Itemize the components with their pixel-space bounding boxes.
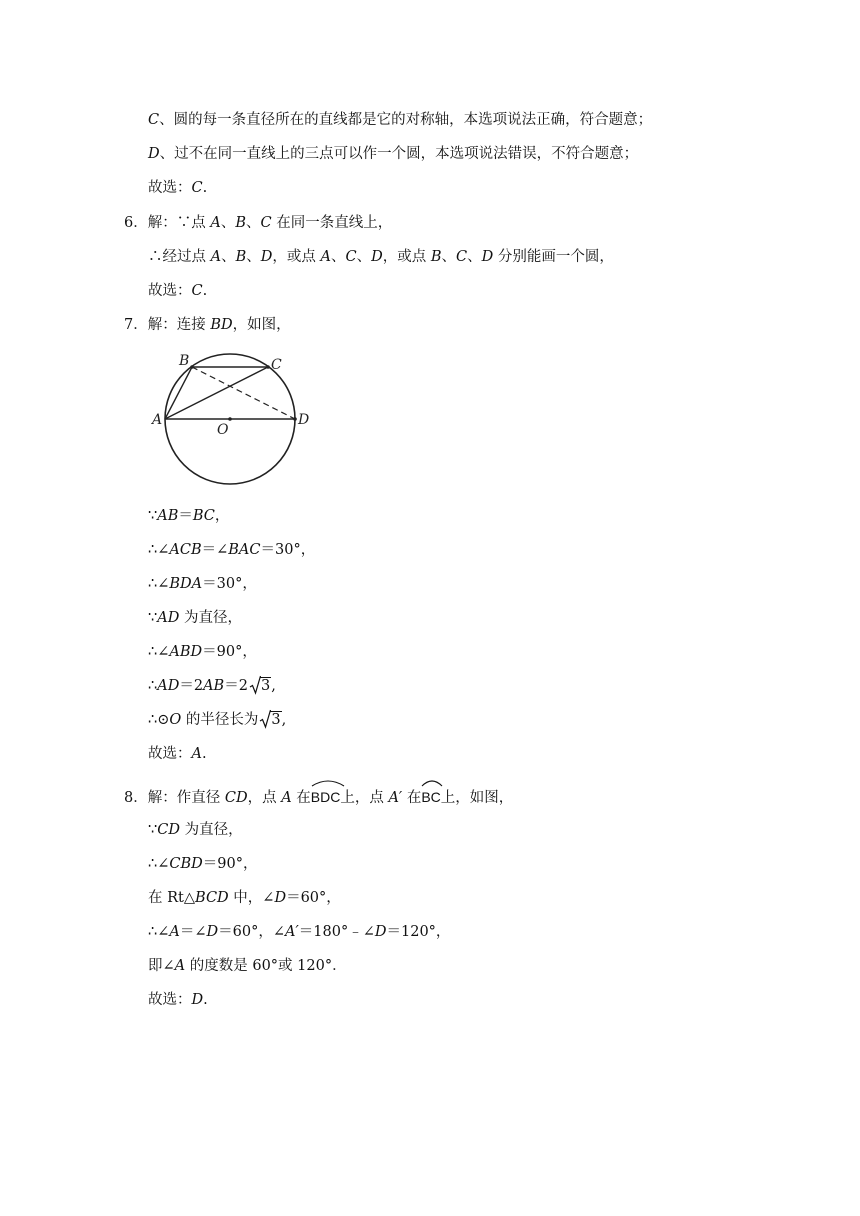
label-o: O [217, 422, 229, 438]
question-number: 8． [124, 790, 148, 806]
q6-answer: 故选：C. [148, 283, 208, 299]
dashed-bd [192, 367, 295, 419]
q7-step-1: ∵AB＝BC， [148, 508, 230, 524]
label-b: B [179, 353, 190, 369]
label-d: D [298, 412, 310, 428]
circle-geometry-figure [148, 348, 318, 488]
point-d [293, 417, 297, 421]
point-b [190, 365, 194, 369]
q7-intro: 7．解：连接 BD，如图， [124, 317, 291, 333]
q7-step-6: ∴AD＝2AB＝2 3, [148, 678, 276, 694]
arc-bdc: BDC [311, 785, 341, 807]
q8-answer: 故选：D. [148, 992, 208, 1008]
q8-step-4: ∴∠A＝∠D＝60°，∠A′＝180°﹣∠D＝120°， [148, 924, 451, 940]
q5-answer: 故选：C. [148, 180, 208, 196]
q7-answer: 故选：A. [148, 746, 207, 762]
label-c: C [271, 357, 282, 373]
question-number: 7． [124, 317, 148, 333]
q7-step-2: ∴∠ACB＝∠BAC＝30°， [148, 542, 316, 558]
option-letter: C [148, 112, 160, 128]
sqrt-symbol: 3 [259, 710, 281, 730]
q7-step-3: ∴∠BDA＝30°， [148, 576, 257, 592]
q7-step-5: ∴∠ABD＝90°， [148, 644, 257, 660]
point-c [266, 365, 270, 369]
q6-line2: ∴经过点 A、B、D，或点 A、C、D，或点 B、C、D 分别能画一个圆， [148, 249, 614, 265]
q5-option-c [148, 110, 652, 130]
q8-step-3: 在 Rt△BCD 中，∠D＝60°， [148, 890, 341, 906]
q7-step-4: ∵AD 为直径， [148, 610, 242, 626]
question-number: 6． [124, 215, 148, 231]
segment-ab [165, 367, 192, 419]
q8-step-5: 即∠A 的度数是 60°或 120°． [148, 958, 347, 974]
option-text: 、过不在同一直线上的三点可以作一个圆，本选项说法错误，不符合题意； [159, 146, 639, 162]
q8-intro: 8．解：作直径 CD，点 A 在 BDC上，点 A′ 在 BC上，如图， [124, 785, 513, 808]
q8-step-1: ∵CD 为直径， [148, 822, 243, 838]
option-text: 、圆的每一条直径所在的直线都是它的对称轴，本选项说法正确，符合题意； [159, 112, 653, 128]
sqrt-symbol: 3 [249, 676, 271, 696]
center-o [228, 417, 232, 421]
q7-step-7: ∴⊙O 的半径长为 3, [148, 712, 287, 728]
q8-step-2: ∴∠CBD＝90°， [148, 856, 258, 872]
label-a: A [152, 412, 163, 428]
q5-option-d [148, 144, 638, 164]
arc-bc: BC [421, 785, 440, 807]
q6-line1: 6．解：∵点 A、B、C 在同一条直线上， [124, 215, 393, 231]
option-letter: D [148, 146, 160, 162]
segment-ac [165, 367, 268, 419]
